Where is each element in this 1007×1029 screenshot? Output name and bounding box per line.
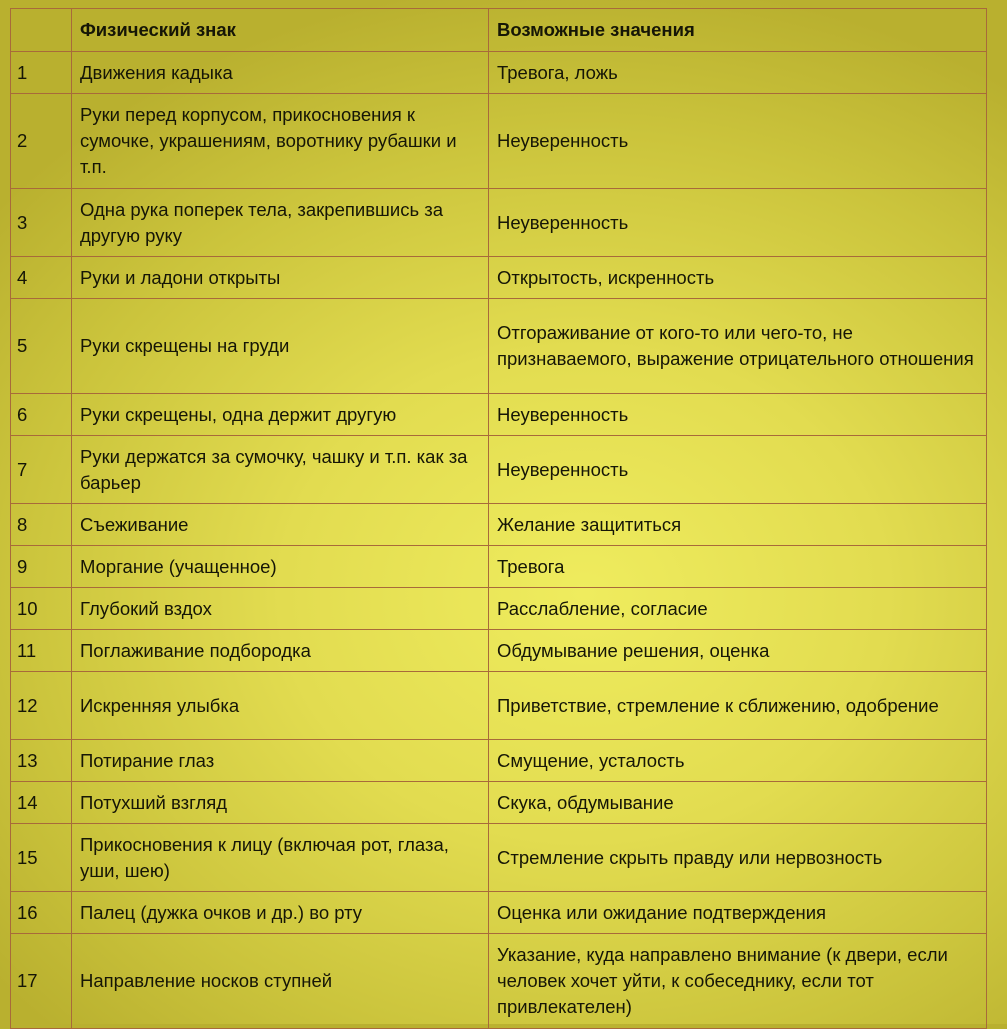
row-number: 10 [11,588,72,630]
possible-meaning: Неуверенность [489,189,987,257]
table-row [11,299,987,394]
possible-meaning: Стремление скрыть правду или нервозность [489,824,987,892]
header-physical-sign: Физический знак [72,9,489,52]
table-row [11,672,987,740]
row-number: 5 [11,299,72,394]
physical-sign: Направление носков ступней [72,934,489,1029]
table-row [11,588,987,630]
row-number: 1 [11,52,72,94]
physical-sign: Прикосновения к лицу (включая рот, глаза, уши, шею) [72,824,489,892]
physical-sign: Руки перед корпусом, прикосновения к сумочке, украшениям, воротнику рубашки и т.п. [72,94,489,189]
possible-meaning: Неуверенность [489,394,987,436]
table-row [11,189,987,257]
row-number: 13 [11,740,72,782]
possible-meaning: Приветствие, стремление к сближению, одобрение [489,672,987,740]
table-row [11,546,987,588]
table-row [11,934,987,1029]
physical-sign: Руки и ладони открыты [72,257,489,299]
possible-meaning: Неуверенность [489,436,987,504]
body-language-table [10,8,987,1029]
table-row [11,52,987,94]
row-number: 9 [11,546,72,588]
possible-meaning: Смущение, усталость [489,740,987,782]
possible-meaning: Неуверенность [489,94,987,189]
header-possible-meanings: Возможные значения [489,9,987,52]
possible-meaning: Открытость, искренность [489,257,987,299]
table-row [11,782,987,824]
row-number: 2 [11,94,72,189]
physical-sign: Руки скрещены на груди [72,299,489,394]
row-number: 8 [11,504,72,546]
physical-sign: Моргание (учащенное) [72,546,489,588]
possible-meaning: Указание, куда направлено внимание (к двери, если человек хочет уйти, к собеседнику, если тот привлекателен) [489,934,987,1029]
physical-sign: Искренняя улыбка [72,672,489,740]
table-row [11,892,987,934]
row-number: 16 [11,892,72,934]
row-number: 12 [11,672,72,740]
table-row [11,504,987,546]
table-row [11,257,987,299]
row-number: 15 [11,824,72,892]
possible-meaning: Оценка или ожидание подтверждения [489,892,987,934]
header-row [11,9,987,52]
possible-meaning: Тревога, ложь [489,52,987,94]
table-row [11,740,987,782]
possible-meaning: Расслабление, согласие [489,588,987,630]
row-number: 3 [11,189,72,257]
header-number [11,9,72,52]
table-row [11,824,987,892]
table-row [11,94,987,189]
possible-meaning: Скука, обдумывание [489,782,987,824]
physical-sign: Руки скрещены, одна держит другую [72,394,489,436]
row-number: 14 [11,782,72,824]
table-row [11,630,987,672]
row-number: 11 [11,630,72,672]
row-number: 7 [11,436,72,504]
possible-meaning: Отгораживание от кого-то или чего-то, не признаваемого, выражение отрицательного отношения [489,299,987,394]
physical-sign: Потирание глаз [72,740,489,782]
row-number: 17 [11,934,72,1029]
table-row [11,436,987,504]
table-row [11,394,987,436]
physical-sign: Палец (дужка очков и др.) во рту [72,892,489,934]
possible-meaning: Тревога [489,546,987,588]
physical-sign: Потухший взгляд [72,782,489,824]
physical-sign: Съеживание [72,504,489,546]
physical-sign: Одна рука поперек тела, закрепившись за другую руку [72,189,489,257]
physical-sign: Глубокий вздох [72,588,489,630]
physical-sign: Поглаживание подбородка [72,630,489,672]
row-number: 6 [11,394,72,436]
table-sheet [10,8,986,1029]
physical-sign: Руки держатся за сумочку, чашку и т.п. как за барьер [72,436,489,504]
physical-sign: Движения кадыка [72,52,489,94]
possible-meaning: Желание защититься [489,504,987,546]
possible-meaning: Обдумывание решения, оценка [489,630,987,672]
row-number: 4 [11,257,72,299]
